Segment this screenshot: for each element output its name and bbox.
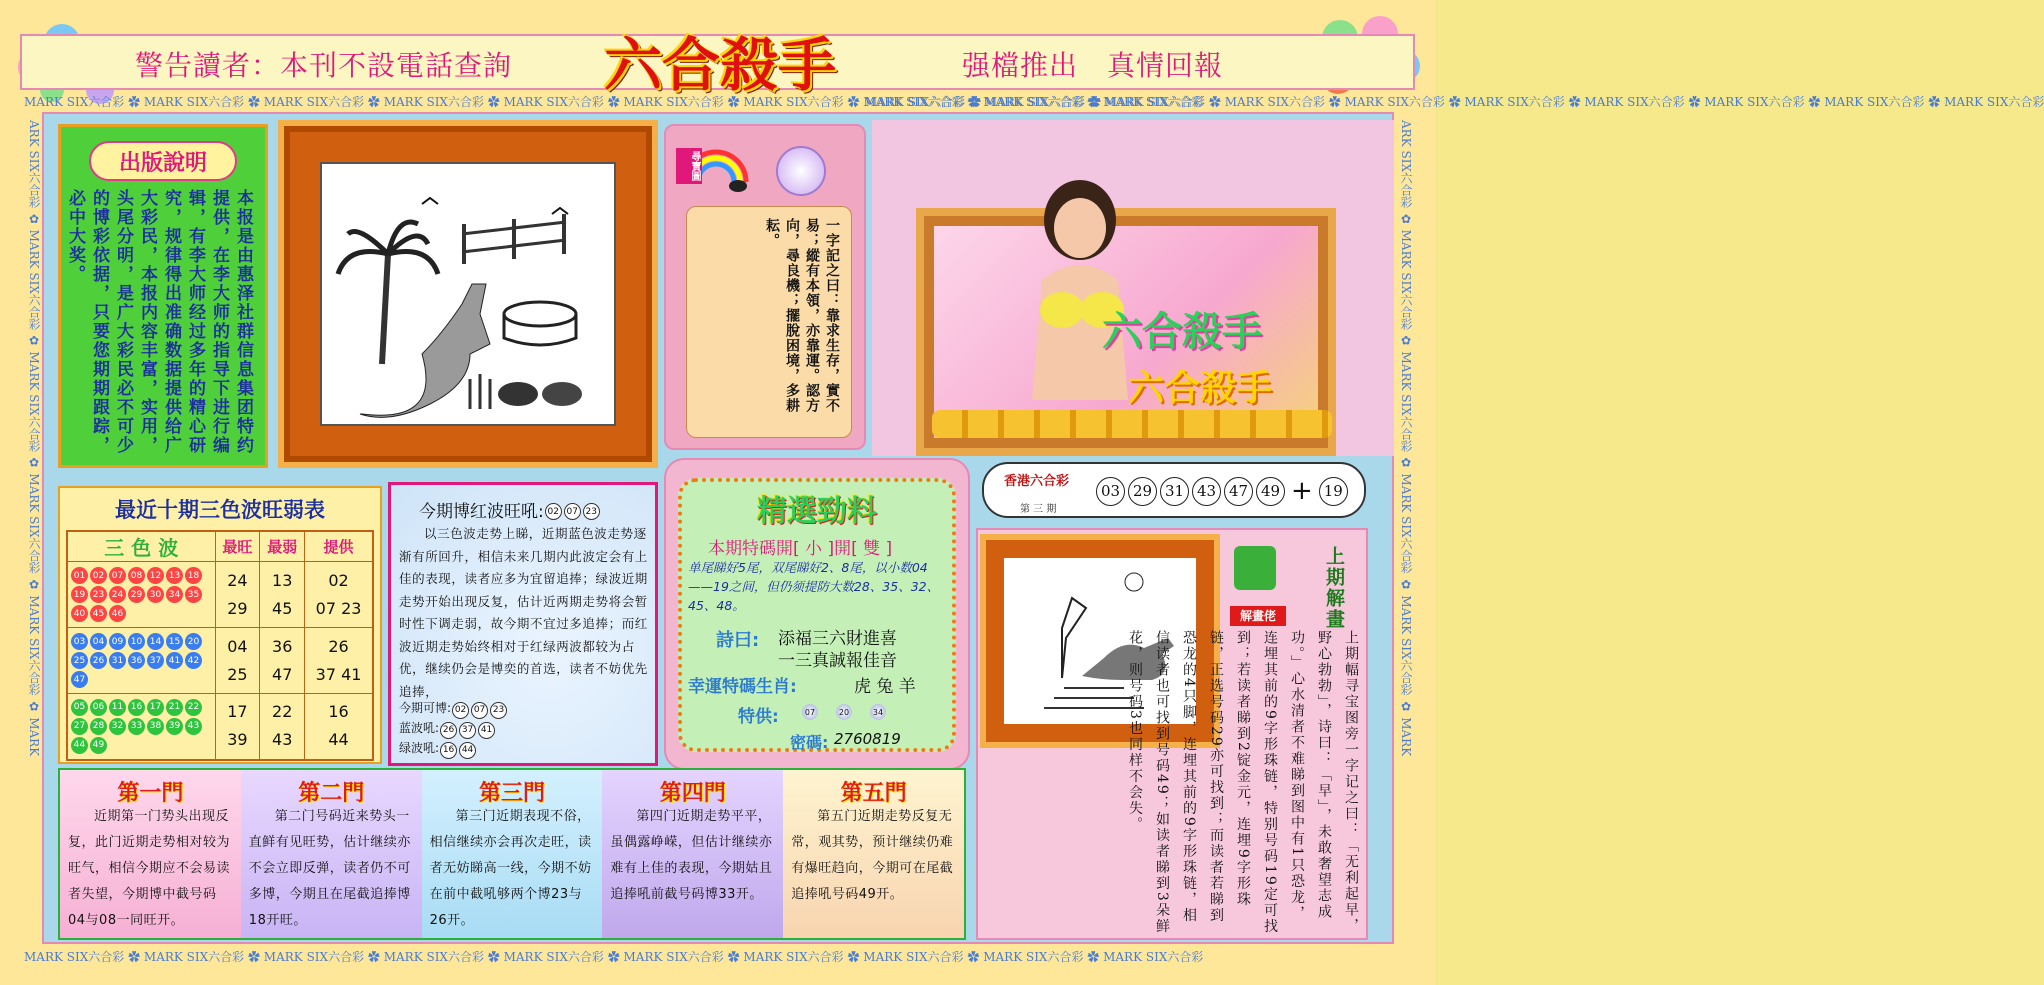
pick-panel — [664, 458, 970, 770]
number-ball: 45 — [90, 605, 107, 622]
wave-head-col: 最弱 — [260, 531, 305, 562]
wave-hot-value: 29 — [227, 598, 248, 618]
number-ball: 06 — [90, 699, 107, 716]
gate-title: 第二門 — [298, 780, 365, 806]
wave-hot-value: 25 — [227, 664, 248, 684]
result-brand: 香港六合彩 — [1004, 474, 1070, 489]
number-ball: 43 — [185, 718, 202, 735]
gate-body: 第四门近期走势平平，虽偶露峥嵘，但估计继续亦难有上佳的表现，今期姑且追捧吼前截号码博33开。 — [610, 809, 773, 902]
border-strip-bottom: MARK SIX六合彩 ✿ MARK SIX六合彩 ✿ MARK SIX六合彩 ✿ MARK SIX六合彩 ✿ MARK SIX六合彩 ✿ MARK SIX六合彩 ✿ MARK SIX六合彩 ✿ MARK SIX六合彩 ✿ MARK SIX六合彩 ✿ MARK SIX六合彩 — [24, 950, 1204, 964]
result-special-number: 19 — [1319, 477, 1348, 506]
number-ball: 37 — [147, 652, 164, 669]
small-number-ball: 37 — [459, 722, 476, 739]
wave-pick-cell — [305, 694, 373, 760]
number-ball: 47 — [71, 671, 88, 688]
wave-hot-cell — [215, 694, 260, 760]
wave-pick-value: 37 41 — [315, 664, 362, 684]
red-wave-title-balls — [544, 499, 601, 521]
wave-table-row — [67, 562, 373, 628]
puzzle-picture-frame — [278, 120, 658, 468]
gate-title: 第五門 — [840, 780, 907, 806]
crystal-ball-icon — [776, 146, 826, 196]
wave-balls-cell — [67, 628, 215, 694]
gate-column — [60, 770, 241, 938]
wave-head-col: 提供 — [305, 531, 373, 562]
special-ball: 34 — [870, 704, 886, 720]
publication-title: 出版說明 — [89, 141, 237, 181]
explain-body: 上期幅寻宝图旁一字记之曰：「无利起早，野心勃勃」，诗曰：「早」，未敢奢望志成功。」心水清者不难睇到图中有1只恐龙，连埋其前的9字形珠链，特别号码19定可找到；若读者睇到2锭金元，连埋9字形珠链，正选号码29亦可找到；而读者若睇到恐龙的4只脚，连埋其前的9字形珠链，相信读者也可找到号码49；如读者睇到3朵鲜花，则号码3也同样不会失。 — [1127, 630, 1359, 935]
result-panel — [982, 462, 1366, 518]
wave-table — [66, 530, 374, 761]
gate-title: 第一門 — [117, 780, 184, 806]
number-ball: 38 — [147, 718, 164, 735]
pick-title: 精選勁料 — [757, 494, 877, 529]
border-strip-left: ARK SIX六合彩 ✿ MARK SIX六合彩 ✿ MARK SIX六合彩 ✿ MARK SIX六合彩 ✿ MARK SIX六合彩 ✿ MARK — [27, 120, 41, 757]
number-ball: 18 — [185, 567, 202, 584]
gate-column — [241, 770, 422, 938]
gate-column — [783, 770, 964, 938]
gate-title: 第三門 — [478, 780, 545, 806]
number-ball: 05 — [71, 699, 88, 716]
gate-body: 第二门号码近来势头一直鲜有见旺势，估计继续亦不会立即反弹，读者仍不可多博，今期且在尾截追捧博18开旺。 — [248, 809, 411, 928]
wave-pick-value: 16 — [328, 702, 349, 722]
wave-cold-value: 47 — [272, 664, 293, 684]
number-ball: 20 — [185, 633, 202, 650]
gates-panel — [58, 768, 966, 940]
poster-panel — [872, 120, 1394, 456]
number-ball: 46 — [109, 605, 126, 622]
number-ball: 28 — [90, 718, 107, 735]
wave-cold-value: 36 — [272, 636, 293, 656]
number-ball: 04 — [90, 633, 107, 650]
small-number-ball: 02 — [545, 503, 562, 520]
number-ball: 27 — [71, 718, 88, 735]
wave-hot-value: 39 — [227, 730, 248, 750]
wave-cold-value: 13 — [272, 570, 293, 590]
wave-table-header — [67, 531, 373, 562]
number-ball: 14 — [147, 633, 164, 650]
red-wave-title — [419, 497, 601, 522]
number-ball: 29 — [128, 586, 145, 603]
wave-pick-cell — [305, 628, 373, 694]
number-ball: 40 — [71, 605, 88, 622]
number-ball: 21 — [166, 699, 183, 716]
number-ball: 30 — [147, 586, 164, 603]
result-number: 43 — [1192, 477, 1221, 506]
small-number-ball: 23 — [490, 702, 507, 719]
explain-panel — [976, 528, 1368, 940]
border-strip-right: ARK SIX六合彩 ✿ MARK SIX六合彩 ✿ MARK SIX六合彩 ✿ MARK SIX六合彩 ✿ MARK SIX六合彩 ✿ MARK — [1399, 120, 1413, 757]
number-ball: 01 — [71, 567, 88, 584]
number-ball: 15 — [166, 633, 183, 650]
special-ball: 20 — [836, 704, 852, 720]
red-line-label: 今期可博: — [399, 701, 452, 715]
number-ball: 32 — [109, 718, 126, 735]
result-number: 03 — [1096, 477, 1125, 506]
number-ball: 39 — [166, 718, 183, 735]
number-ball: 08 — [128, 567, 145, 584]
explain-icon — [1234, 546, 1276, 590]
red-wave-body: 以三色波走势上睇，近期蓝色波走势逐渐有所回升，相信未来几期内此波定会有上佳的表现，读者应多为宜留追捧；绿波近期走势开始出现反复，估计近两期走势将会暂时性下调走弱，故今期不宜过多追捧；而红波近期走势始终相对于红绿两波都较为占优，继续仍会是博奕的首选，读者不妨优先追捧， — [399, 526, 648, 699]
zodiac-values: 虎 兔 羊 — [854, 677, 916, 697]
number-ball: 49 — [90, 737, 107, 754]
number-ball: 33 — [128, 718, 145, 735]
wave-hot-cell — [215, 562, 260, 628]
wave-pick-value: 44 — [328, 730, 349, 750]
slogan-text: 强檔推出 真情回報 — [962, 49, 1224, 82]
wave-cold-cell — [260, 628, 305, 694]
blue-line-label: 蓝波吼: — [399, 721, 440, 735]
wave-hot-value: 24 — [227, 570, 248, 590]
wave-table-panel — [58, 486, 382, 764]
special-label: 特供: — [738, 707, 779, 727]
warning-text: 警告讀者：本刊不設電話查詢 — [135, 49, 513, 82]
gold-ingots — [932, 410, 1332, 438]
small-number-ball: 41 — [478, 722, 495, 739]
number-ball: 10 — [128, 633, 145, 650]
pick-line1: 本期特碼開[ 小 ]開[ 雙 ] — [708, 539, 893, 559]
red-wave-panel — [388, 482, 658, 766]
number-ball: 03 — [71, 633, 88, 650]
result-plus: + — [1291, 476, 1313, 506]
gate-title: 第四門 — [659, 780, 726, 806]
wave-balls-cell — [67, 562, 215, 628]
small-number-ball: 23 — [583, 503, 600, 520]
wave-cold-value: 45 — [272, 598, 293, 618]
treasure-map-label: 尋寶圖 — [676, 148, 702, 184]
red-wave-line — [399, 699, 508, 759]
result-number: 31 — [1160, 477, 1189, 506]
masthead-logo: 六合殺手 — [603, 31, 836, 99]
explain-tag: 解畫佬 — [1230, 606, 1286, 626]
poster-text-2: 六合殺手 — [1128, 367, 1273, 409]
number-ball: 41 — [166, 652, 183, 669]
wave-hot-value: 04 — [227, 636, 248, 656]
number-ball: 34 — [166, 586, 183, 603]
poem-line-2: 一三真誠報佳音 — [778, 651, 897, 671]
green-line-label: 绿波吼: — [399, 741, 440, 755]
pick-body: 单尾睇好5尾，双尾睇好2、8尾，以小数04——19之间，但仍须提防大数28、35、32、45、48。 — [688, 560, 940, 613]
wave-cold-cell — [260, 562, 305, 628]
code-value: 2760819 — [834, 730, 901, 748]
wave-balls-cell — [67, 694, 215, 760]
number-ball: 36 — [128, 652, 145, 669]
wave-pick-value: 26 — [328, 636, 349, 656]
red-wave-title-text: 今期博红波旺吼: — [419, 502, 544, 522]
wave-head-col: 三 色 波 — [67, 531, 215, 562]
number-ball: 13 — [166, 567, 183, 584]
scroll-text: 一字記之曰：靠求生存，實不易；縱有本領，亦靠運。認方向，尋良機；擺脫困境，多耕耘。 — [764, 218, 840, 413]
border-strip-top: MARK SIX六合彩 ✿ MARK SIX六合彩 ✿ MARK SIX六合彩 ✿ MARK SIX六合彩 ✿ MARK SIX六合彩 ✿ MARK SIX六合彩 ✿ MARK SIX六合彩 ✿ MARK SIX六合彩 ✿ MARK SIX六合彩 ✿ MARK SIX六合彩 — [24, 95, 1204, 109]
result-number: 49 — [1256, 477, 1285, 506]
result-number: 29 — [1128, 477, 1157, 506]
number-ball: 17 — [147, 699, 164, 716]
number-ball: 22 — [185, 699, 202, 716]
number-ball: 09 — [109, 633, 126, 650]
number-ball: 11 — [109, 699, 126, 716]
number-ball: 26 — [90, 652, 107, 669]
wave-table-row — [67, 694, 373, 760]
gate-body: 第五门近期走势反复无常，观其势，预计继续仍难有爆旺趋向，今期可在尾截追捧吼号码49开。 — [791, 809, 954, 902]
treasure-scroll-panel — [664, 124, 866, 450]
number-ball: 24 — [109, 586, 126, 603]
small-number-ball: 07 — [471, 702, 488, 719]
number-ball: 23 — [90, 586, 107, 603]
gate-body: 第三门近期表现不俗，相信继续亦会再次走旺，读者无妨睇高一线，今期不妨在前中截吼够两个博23与26开。 — [429, 809, 592, 928]
publication-panel — [58, 124, 268, 468]
number-ball: 12 — [147, 567, 164, 584]
wave-pick-value: 07 23 — [315, 598, 362, 618]
small-number-ball: 07 — [564, 503, 581, 520]
gate-column — [602, 770, 783, 938]
special-ball: 07 — [802, 704, 818, 720]
wave-hot-value: 17 — [227, 702, 248, 722]
zodiac-label: 幸運特碼生肖: — [688, 677, 797, 697]
small-number-ball: 26 — [440, 722, 457, 739]
poem-label: 詩曰: — [716, 630, 760, 651]
gate-body: 近期第一门势头出现反复，此门近期走势相对较为旺气，相信今期应不会易读者失望，今期博中截号码04与08一同旺开。 — [68, 809, 231, 928]
wave-head-col: 最旺 — [215, 531, 260, 562]
result-numbers — [1096, 476, 1348, 506]
wave-pick-value: 02 — [328, 570, 349, 590]
publication-body: 本报是由惠泽社群信息集团特约提供，在李大师的指导下进行编辑，有李大师经过多年的精心研究，规律得出准确数据提供给广大彩民，本报内容丰富，实用，头尾分明，是广大彩民必不可少的博彩依据，只要您期期跟踪，必中大奖。 — [65, 189, 253, 455]
border-strip-top-right: MARK SIX六合彩 ✿ MARK SIX六合彩 ✿ MARK SIX六合彩 ✿ MARK SIX六合彩 ✿ MARK SIX六合彩 ✿ MARK SIX六合彩 ✿ MARK SIX六合彩 ✿ MARK SIX六合彩 ✿ MARK SIX六合彩 ✿ MARK SIX六合彩 — [865, 95, 2044, 109]
number-ball: 07 — [109, 567, 126, 584]
explain-title: 上期解畫 — [1323, 546, 1345, 630]
wave-cold-cell — [260, 694, 305, 760]
number-ball: 19 — [71, 586, 88, 603]
wave-table-row — [67, 628, 373, 694]
small-number-ball: 02 — [452, 702, 469, 719]
poster-text-1: 六合殺手 — [1102, 308, 1262, 355]
wave-cold-value: 43 — [272, 730, 293, 750]
number-ball: 44 — [71, 737, 88, 754]
wave-hot-cell — [215, 628, 260, 694]
puzzle-picture — [320, 162, 616, 426]
poem-line-1: 添福三六財進喜 — [778, 629, 897, 649]
result-number: 47 — [1224, 477, 1253, 506]
number-ball: 35 — [185, 586, 202, 603]
wave-cold-value: 22 — [272, 702, 293, 722]
wave-table-title: 最近十期三色波旺弱表 — [115, 497, 325, 522]
small-number-ball: 16 — [440, 742, 457, 759]
number-ball: 02 — [90, 567, 107, 584]
number-ball: 42 — [185, 652, 202, 669]
special-balls — [802, 704, 886, 720]
wave-pick-cell — [305, 562, 373, 628]
number-ball: 25 — [71, 652, 88, 669]
code-label: 密碼: — [790, 733, 829, 752]
number-ball: 16 — [128, 699, 145, 716]
result-issue: 第 三 期 — [1020, 504, 1057, 515]
small-number-ball: 44 — [459, 742, 476, 759]
number-ball: 31 — [109, 652, 126, 669]
gate-column — [422, 770, 603, 938]
